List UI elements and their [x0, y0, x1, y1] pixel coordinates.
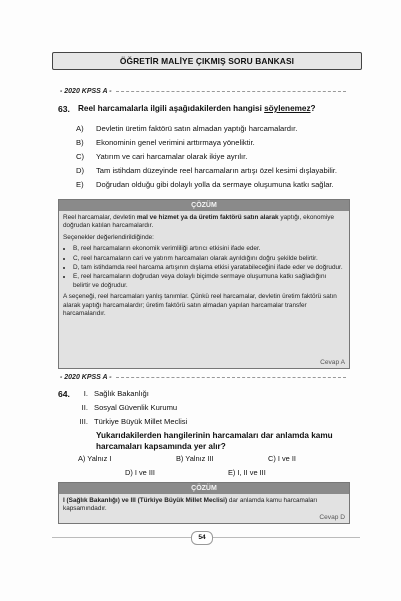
- option-text: Devletin üretim faktörü satın almadan yaptığı harcamalardır.: [96, 124, 298, 133]
- choice-b[interactable]: B) Yalnız III: [176, 454, 214, 463]
- intro-text: yaptığı, ekonomiye doğrudan katılan harcamalardır.: [63, 214, 335, 230]
- choice-e[interactable]: E) I, II ve III: [228, 468, 266, 477]
- bullet-item: • D, tam istihdamda reel harcama artışının dışlama etkisi yaratabileceğini ifade eder ve doğrudur.: [73, 264, 345, 272]
- statement-3: [76, 417, 187, 426]
- option-letter: B): [76, 138, 84, 147]
- intro-bold: mal ve hizmet ya da üretim faktörü satın alarak: [136, 214, 279, 221]
- option-letter: D): [76, 166, 85, 175]
- book-title: ÖĞRETİR MALİYE ÇIKMIŞ SORU BANKASI: [119, 56, 295, 66]
- option-b[interactable]: [76, 138, 255, 147]
- answer-label-64: Cevap D: [319, 514, 345, 521]
- choice-c[interactable]: C) I ve II: [268, 454, 296, 463]
- solution-text: [63, 497, 345, 514]
- exam-tag-label: - 2020 KPSS A -: [60, 88, 112, 95]
- option-d[interactable]: [76, 166, 337, 175]
- option-letter: C): [76, 152, 85, 161]
- bullet-item: • C, reel harcamaların cari ve yatırım harcamaları olarak ayrıldığını doğru şekilde belirtir.: [73, 255, 345, 263]
- choice-d[interactable]: D) I ve III: [125, 468, 155, 477]
- option-text: Tam istihdam düzeyinde reel harcamaların artışı özel kesimi dışlayabilir.: [96, 166, 337, 175]
- solution-bullets: [63, 245, 345, 290]
- option-letter: E): [76, 180, 84, 189]
- statement-numeral: II.: [81, 403, 88, 412]
- question-text-part: ?: [310, 104, 316, 113]
- solution-lead: Seçenekler değerlendirildiğinde:: [63, 233, 154, 241]
- option-text: Doğrudan olduğu gibi dolaylı yolla da sermaye oluşumuna katkı sağlar.: [96, 180, 334, 189]
- exam-tag-q64: [60, 374, 346, 381]
- option-c[interactable]: [76, 152, 247, 161]
- answer-label-63: Cevap A: [320, 359, 345, 366]
- question-text-part: Reel harcamalarla ilgili aşağıdakilerden hangisi: [78, 104, 265, 113]
- intro-text: Reel harcamalar, devletin: [63, 214, 137, 221]
- statement-2: [76, 403, 177, 412]
- option-a[interactable]: [76, 124, 297, 133]
- statement-text: Türkiye Büyük Millet Meclisi: [94, 417, 188, 426]
- exam-tag-label: - 2020 KPSS A -: [60, 374, 112, 381]
- solution-heading: ÇÖZÜM: [59, 200, 349, 211]
- statement-1: [76, 389, 149, 398]
- solution-bold: I (Sağlık Bakanlığı) ve III (Türkiye Büyük Millet Meclisi): [63, 497, 228, 504]
- bullet-item: • E, reel harcamaların doğrudan veya dolaylı biçimde sermaye oluşumuna katkı sağladığını belirtir ve doğrudur.: [73, 273, 345, 290]
- option-text: Yatırım ve cari harcamalar olarak ikiye ayrılır.: [96, 152, 248, 161]
- option-text: Ekonominin genel verimini arttırmaya yöneliktir.: [96, 138, 255, 147]
- page-number: 54: [191, 531, 213, 545]
- option-letter: A): [76, 124, 84, 133]
- bullet-item: • B, reel harcamaların ekonomik verimliliği artırıcı etkisini ifade eder.: [73, 245, 345, 253]
- dashed-divider: [116, 377, 346, 378]
- solution-rest: dar anlamda kamu harcamaları kapsamındadır.: [63, 497, 318, 513]
- solution-body: [59, 211, 349, 324]
- solution-intro: [63, 214, 345, 231]
- question-number-63: 63.: [58, 104, 70, 114]
- solution-box-64: [58, 482, 350, 524]
- solution-conclusion: A seçeneği, reel harcamaları yanlış tanımlar. Çünkü reel harcamalar, devletin üretim faktörü satın alarak yaptığı harcamalardır; üretim faktörü satın almadan yapılan harcamalar transfer harcamalarıdır.: [63, 293, 337, 318]
- solution-box-63: [58, 199, 350, 369]
- solution-body: [59, 494, 349, 520]
- dashed-divider: [116, 91, 346, 92]
- option-e[interactable]: [76, 180, 334, 189]
- statement-numeral: I.: [83, 389, 88, 398]
- statement-text: Sağlık Bakanlığı: [94, 389, 149, 398]
- statement-text: Sosyal Güvenlik Kurumu: [94, 403, 178, 412]
- question-emphasis: söylenemez: [264, 104, 311, 113]
- book-title-banner: [52, 52, 362, 70]
- question-number-64: 64.: [58, 389, 70, 399]
- exam-tag-q63: [60, 88, 346, 95]
- statement-numeral: III.: [79, 417, 88, 426]
- question-text-64: Yukarıdakilerden hangilerinin harcamaları dar anlamda kamu harcamaları kapsamında yer alır?: [96, 431, 333, 451]
- solution-heading: ÇÖZÜM: [59, 483, 349, 494]
- question-text-63: [78, 104, 348, 115]
- choice-a[interactable]: A) Yalnız I: [78, 454, 112, 463]
